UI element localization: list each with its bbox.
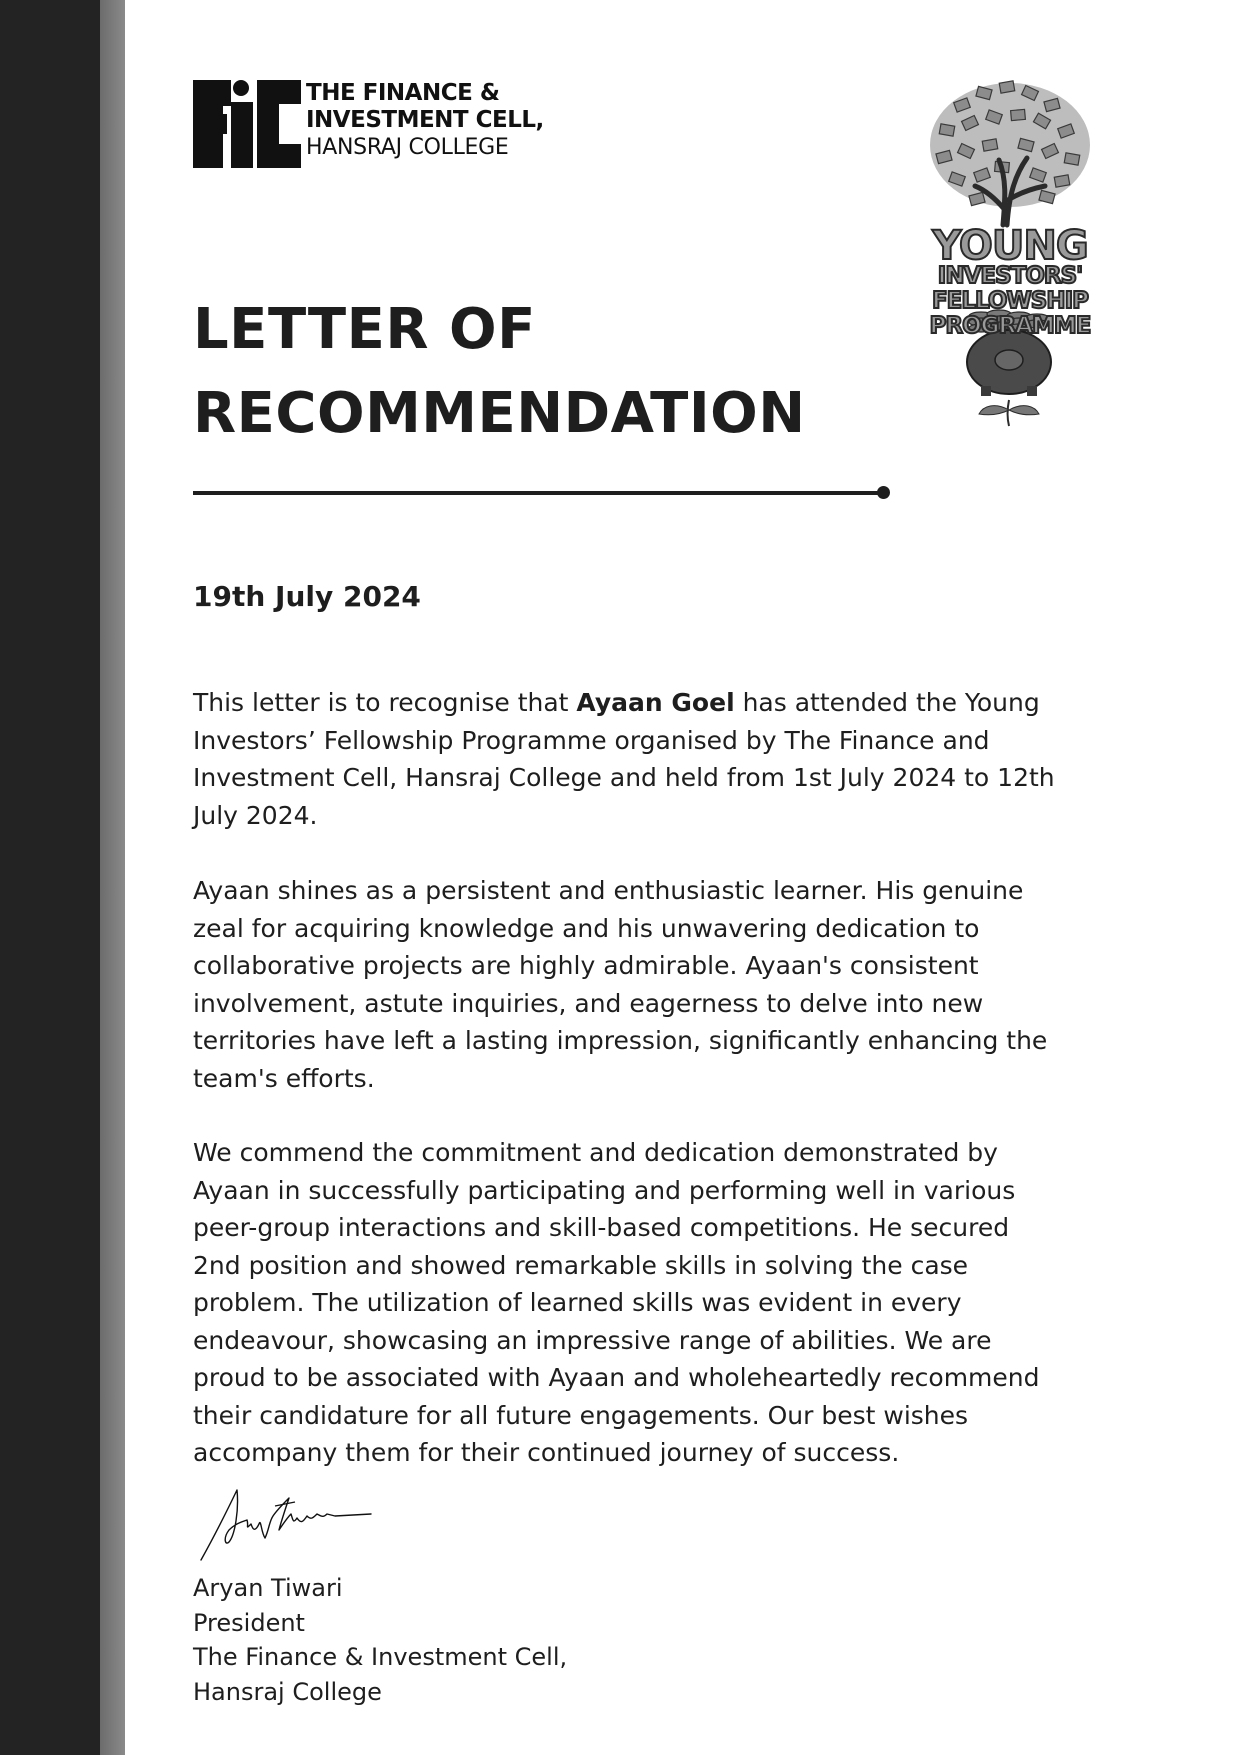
paragraph-line: We commend the commitment and dedication demonstrated by [193,1138,998,1167]
paragraph-line: endeavour, showcasing an impressive range of abilities. We are [193,1325,992,1355]
title-divider-dot [877,486,890,499]
signatory-org-line1: The Finance & Investment Cell, [193,1643,568,1671]
paragraph-text: has attended the Young [734,688,1040,717]
org-name-line1: THE FINANCE & [306,80,500,106]
signatory-role: President [193,1608,305,1637]
yifp-emblem [895,70,1125,435]
paragraph-line: Ayaan shines as a persistent and enthusiastic learner. His genuine [193,876,1024,905]
paragraph-line: July 2024. [193,800,318,830]
paragraph-line: Investors’ Fellowship Programme organised by The Finance and [193,725,990,755]
signatory-org-line2: Hansraj College [193,1677,382,1706]
paragraph-line: zeal for acquiring knowledge and his unwavering dedication to [193,913,980,943]
paragraph-line: team's efforts. [193,1063,375,1093]
paragraph-line: territories have left a lasting impression, significantly enhancing the [193,1026,1048,1055]
signatory-block [193,1571,567,1709]
title-line1: LETTER OF [193,297,536,362]
handwritten-signature [195,1480,405,1565]
title-line2: RECOMMENDATION [193,381,806,446]
fic-monogram-icon [193,80,301,168]
paragraph-line: involvement, astute inquiries, and eagerness to delve into new [193,988,984,1018]
paragraph-line: peer-group interactions and skill-based competitions. He secured [193,1213,1010,1242]
paragraph-line: their candidature for all future engagements. Our best wishes [193,1400,969,1430]
paragraph-line: Investment Cell, Hansraj College and held from 1st July 2024 to 12th [193,763,1055,792]
paragraph-line: 2nd position and showed remarkable skills in solving the case [193,1250,969,1280]
title-divider [193,491,883,495]
left-border-grey [100,0,125,1755]
paragraph-line: accompany them for their continued journey of success. [193,1438,900,1467]
paragraph-line: Ayaan in successfully participating and performing well in various [193,1175,1016,1205]
paragraph-text: This letter is to recognise that [193,688,577,717]
paragraph-line: collaborative projects are highly admirable. Ayaan's consistent [193,951,979,980]
body-paragraph-1 [193,684,1133,834]
recipient-name: Ayaan Goel [576,688,735,717]
paragraph-line: problem. The utilization of learned skills was evident in every [193,1288,962,1317]
paragraph-line [193,684,1133,722]
yifp-title-line2: INVESTORS' [937,263,1083,289]
yifp-title-line3: FELLOWSHIP [931,288,1089,314]
body-paragraph-3 [193,1134,1133,1472]
body-paragraph-2 [193,872,1133,1097]
fic-logo [193,80,573,172]
document-title [193,288,893,456]
org-name-line3: HANSRAJ COLLEGE [306,135,509,160]
paragraph-line: proud to be associated with Ayaan and wholeheartedly recommend [193,1363,1040,1392]
signatory-name: Aryan Tiwari [193,1574,343,1602]
letter-date: 19th July 2024 [193,580,421,613]
yifp-title-line1: YOUNG [932,223,1088,269]
org-name-line2: INVESTMENT CELL, [306,107,544,133]
yifp-title-line4: PROGRAMME [929,313,1091,339]
left-border-dark [0,0,100,1755]
